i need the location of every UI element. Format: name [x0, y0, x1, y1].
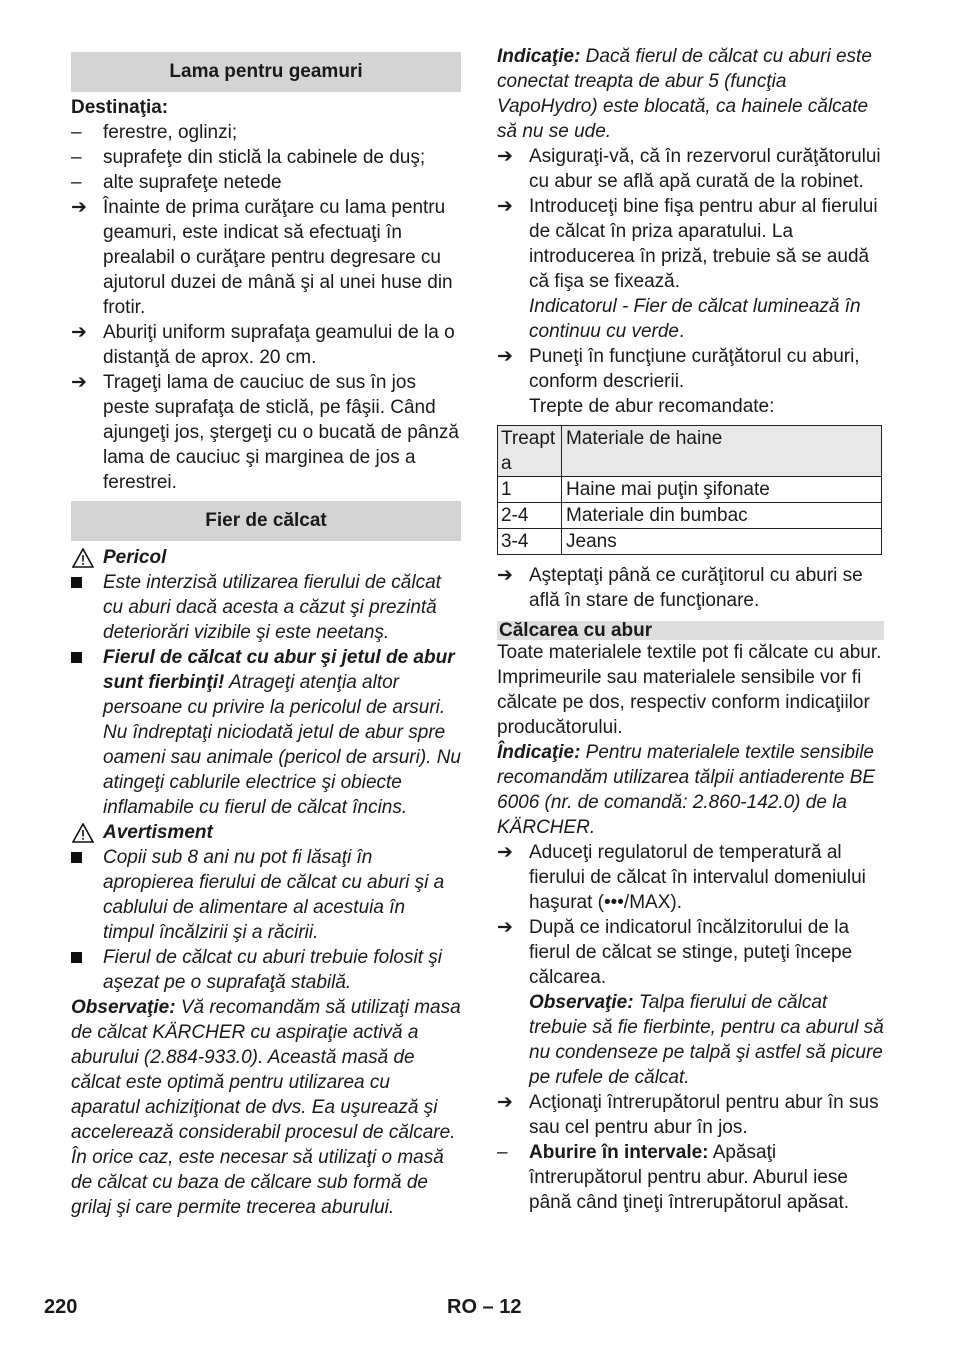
warning-triangle-icon: [72, 548, 94, 568]
step-item: ➔ Acţionaţi întrerupătorul pentru abur în sus sau cel pentru abur în jos.: [497, 1092, 879, 1138]
steam-levels-table: [497, 425, 882, 555]
list-item: – ferestre, oglinzi;: [71, 122, 238, 143]
observation-note: Observaţie: Talpa fierului de călcat trebuie să fie fierbinte, pentru ca aburul să nu condenseze pe talpă şi astfel să picure pe rufele de călcat.: [529, 992, 884, 1088]
page-number: 220: [44, 1296, 78, 1318]
step-item: ➔ Trageţi lama de cauciuc de sus în jos peste suprafaţa de sticlă, pe fâşii. Când ajungeţi jos, ştergeţi cu o bucată de pânză lama de cauciuc şi marginea de jos a ferestrei.: [71, 372, 459, 493]
step-item: ➔ După ce indicatorul încălzitorului de la fierul de călcat se stinge, puteţi începe călcarea.: [497, 917, 853, 988]
dash-bullet: –: [71, 122, 82, 143]
table-row: 2-4 Materiale din bumbac: [498, 503, 882, 529]
indication-paragraph: Îndicaţie: Pentru materialele textile sensibile recomandăm utilizarea tălpii antiaderente BE 6006 (nr. de comandă: 2.860-142.0) de la KÄRCHER.: [497, 742, 876, 838]
table-row: 3-4 Jeans: [498, 529, 882, 555]
danger-item: Fierul de călcat cu abur şi jetul de abur sunt fierbinţi! Atrageţi atenţia altor persoane cu privire la pericolul de arsuri. Nu îndreptaţi niciodată jetul de abur spre oameni sau animale (pericol de arsuri). Nu atingeţi cablurile electrice şi obiecte inflamabile cu fierul de călcat încins.: [71, 645, 461, 820]
warning-heading: Avertisment: [71, 820, 461, 845]
arrow-right-icon: ➔: [497, 842, 513, 863]
left-column: [71, 44, 461, 1220]
step-item: ➔ Înainte de prima curăţare cu lama pentru geamuri, este indicat să efectuaţi în prealabil o curăţare pentru degresare cu ajutorul duzei de mână şi al unei huse din frotir.: [71, 197, 453, 318]
list-item: – Aburire în intervale: Apăsaţi întrerupătorul pentru abur. Aburul iese până când ţineţi întrerupătorul apăsat.: [497, 1142, 850, 1213]
intro-paragraph: Toate materialele textile pot fi călcate cu abur. Imprimeurile sau materialele sensibile vor fi călcate pe dos, respectiv conform indicaţiilor producătorului.: [497, 642, 882, 738]
step-item: ➔ Puneţi în funcţiune curăţătorul cu aburi, conform descrierii.: [497, 346, 860, 392]
danger-heading: Pericol: [71, 545, 461, 570]
arrow-right-icon: ➔: [497, 196, 513, 217]
list-item: – alte suprafeţe netede: [71, 172, 282, 193]
warning-triangle-icon: [72, 823, 94, 843]
arrow-right-icon: ➔: [71, 372, 87, 393]
table-header-cell: Materiale de haine: [562, 426, 882, 477]
subsection-title-steam-ironing: Călcarea cu abur: [497, 621, 884, 640]
list-item: – suprafeţe din sticlă la cabinele de duş;: [71, 147, 426, 168]
indicator-note: Indicatorul - Fier de călcat luminează în continuu cu verde.: [529, 296, 861, 342]
note-paragraph: Observaţie: Vă recomandăm să utilizaţi masa de călcat KÄRCHER cu aspiraţie activă a aburului (2.884-933.0). Această masă de călcat este optimă pentru utilizarea cu aparatul achiziţionat de dvs. Ea uşurează şi accelerează considerabil procesul de călcare. În orice caz, este necesar să utilizaţi o masă de călcat cu baza de călcare sub formă de grilaj şi care permite trecerea aburului.: [71, 997, 461, 1218]
step-item: ➔ Asiguraţi-vă, că în rezervorul curăţătorului cu abur se află apă curată de la robinet.: [497, 146, 881, 192]
square-bullet-icon: [71, 570, 99, 595]
arrow-right-icon: ➔: [497, 346, 513, 367]
indication-paragraph: Indicaţie: Dacă fierul de călcat cu aburi este conectat treapta de abur 5 (funcţia VapoHydro) este blocată, ca hainele călcate să nu se ude.: [497, 46, 872, 142]
arrow-right-icon: ➔: [497, 1092, 513, 1113]
dash-bullet: –: [71, 147, 82, 168]
warning-item: Copii sub 8 ani nu pot fi lăsaţi în apropierea fierului de călcat cu aburi şi a cablului de alimentare al acestuia în timpul încălzirii şi a răcirii.: [71, 845, 461, 945]
table-header-row: [498, 426, 882, 477]
square-bullet-icon: [71, 945, 99, 970]
table-row: 1 Haine mai puţin şifonate: [498, 477, 882, 503]
arrow-right-icon: ➔: [71, 197, 87, 218]
arrow-right-icon: ➔: [497, 565, 513, 586]
right-column: [497, 44, 884, 1215]
step-item: ➔ Aşteptaţi până ce curăţitorul cu aburi se află în stare de funcţionare.: [497, 565, 863, 611]
arrow-right-icon: ➔: [497, 917, 513, 938]
square-bullet-icon: [71, 845, 99, 870]
arrow-right-icon: ➔: [71, 322, 87, 343]
step-item: ➔ Aburiţi uniform suprafaţa geamului de la o distanţă de aprox. 20 cm.: [71, 322, 455, 368]
step-item: ➔ Aduceţi regulatorul de temperatură al fierului de călcat în intervalul domeniului haşurat (•••/MAX).: [497, 842, 866, 913]
table-header-cell: Treapta: [498, 426, 562, 477]
step-item: ➔ Introduceţi bine fişa pentru abur al fierului de călcat în priza aparatului. La introducerea în priză, trebuie să se audă că fişa se fixează.: [497, 196, 878, 292]
dash-bullet: –: [497, 1142, 508, 1163]
warning-item: Fierul de călcat cu aburi trebuie folosit şi aşezat pe o suprafaţă stabilă.: [71, 945, 461, 995]
purpose-label: Destinaţia:: [71, 97, 169, 118]
dash-bullet: –: [71, 172, 82, 193]
section-title-window-squeegee: Lama pentru geamuri: [71, 52, 461, 92]
page-label: RO – 12: [447, 1296, 522, 1318]
section-title-iron: Fier de călcat: [71, 501, 461, 541]
square-bullet-icon: [71, 645, 99, 670]
danger-item: Este interzisă utilizarea fierului de călcat cu aburi dacă acesta a căzut şi prezintă deteriorări vizibile şi este neetanş.: [71, 570, 461, 645]
arrow-right-icon: ➔: [497, 146, 513, 167]
recommended-steps-label: Trepte de abur recomandate:: [529, 396, 775, 417]
